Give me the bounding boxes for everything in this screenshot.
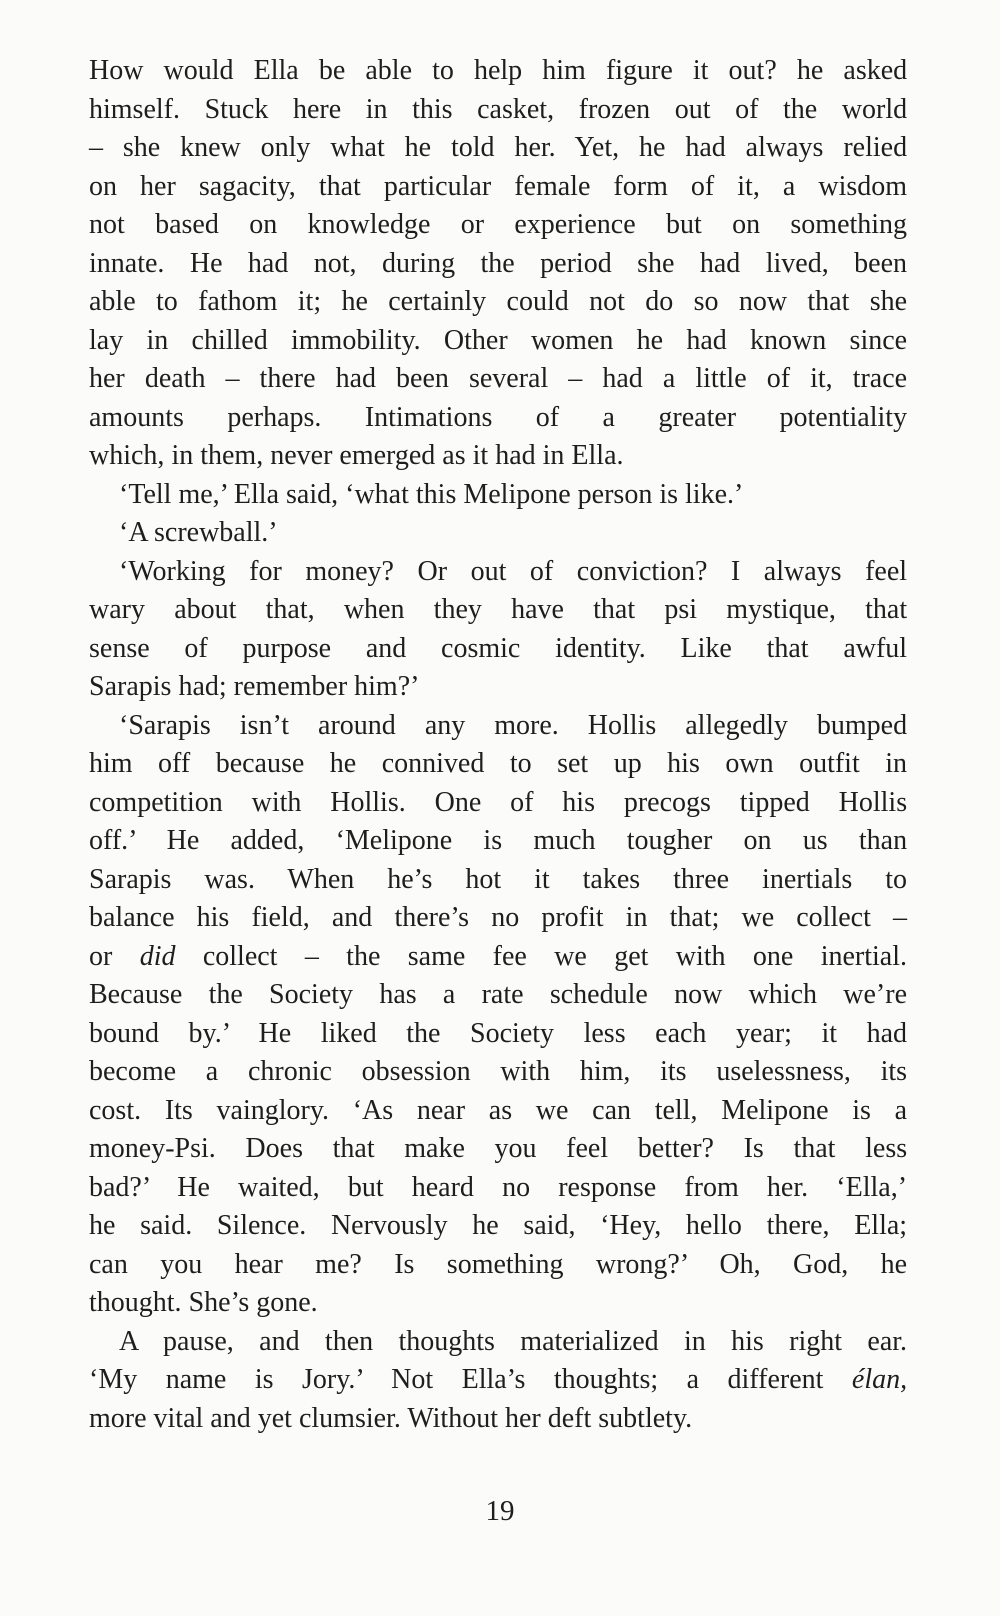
- text-line: ‘A screwball.’: [119, 517, 278, 548]
- paragraph: [89, 707, 907, 1323]
- text-line: Sarapis had; remember him?’: [89, 671, 420, 702]
- text-line: cost. Its vainglory. ‘As near as we can tell, Melipone is a: [89, 1094, 908, 1126]
- text-line: him off because he connived to set up his own outfit in: [89, 748, 907, 779]
- page-number: 19: [485, 1495, 515, 1527]
- text-line: her death – there had been several – had a little of it, trace: [89, 363, 908, 394]
- text-line: not based on knowledge or experience but on something: [89, 209, 908, 240]
- text-line: amounts perhaps. Intimations of a greater potentiality: [89, 401, 908, 433]
- body-text: [89, 52, 907, 1438]
- paragraph: [89, 476, 907, 515]
- text-line: himself. Stuck here in this casket, frozen out of the world: [89, 93, 908, 125]
- text-line: bad?’ He waited, but heard no response from her. ‘Ella,’: [89, 1171, 908, 1203]
- text-line: on her sagacity, that particular female form of it, a wisdom: [89, 170, 908, 202]
- text-line: bound by.’ He liked the Society less each year; it had: [89, 1017, 908, 1049]
- text-line: able to fathom it; he certainly could not do so now that she: [89, 286, 908, 317]
- text-line: sense of purpose and cosmic identity. Like that awful: [89, 632, 908, 664]
- text-line: A pause, and then thoughts materialized in his right ear.: [119, 1325, 908, 1357]
- text-line: Because the Society has a rate schedule now which we’re: [89, 979, 908, 1010]
- paragraph: [89, 1323, 907, 1439]
- text-line: competition with Hollis. One of his precogs tipped Hollis: [89, 786, 908, 818]
- text-line: can you hear me? Is something wrong?’ Oh, God, he: [89, 1248, 908, 1280]
- text-line: innate. He had not, during the period she had lived, been: [89, 247, 907, 279]
- text-line: balance his field, and there’s no profit in that; we collect –: [89, 902, 907, 933]
- text-line: ‘Tell me,’ Ella said, ‘what this Melipone person is like.’: [119, 478, 744, 510]
- text-line: which, in them, never emerged as it had in Ella.: [89, 440, 624, 471]
- text-line: become a chronic obsession with him, its uselessness, its: [89, 1056, 908, 1087]
- text-line: thought. She’s gone.: [89, 1287, 318, 1318]
- paragraph: [89, 553, 907, 707]
- text-line: or did collect – the same fee we get with one inertial.: [89, 940, 908, 972]
- text-line: How would Ella be able to help him figure it out? he asked: [89, 55, 908, 86]
- text-line: more vital and yet clumsier. Without her deft subtlety.: [89, 1402, 693, 1434]
- text-line: lay in chilled immobility. Other women he had known since: [89, 324, 908, 356]
- text-line: money-Psi. Does that make you feel better? Is that less: [89, 1133, 908, 1164]
- text-line: off.’ He added, ‘Melipone is much tougher on us than: [89, 825, 908, 856]
- text-line: Sarapis was. When he’s hot it takes three inertials to: [89, 863, 907, 895]
- paragraph: [89, 514, 907, 553]
- text-line: wary about that, when they have that psi mystique, that: [89, 594, 908, 625]
- paragraph: [89, 52, 907, 476]
- text-line: he said. Silence. Nervously he said, ‘Hey, hello there, Ella;: [89, 1210, 908, 1241]
- text-line: ‘Sarapis isn’t around any more. Hollis allegedly bumped: [119, 709, 908, 741]
- text-line: ‘Working for money? Or out of conviction? I always feel: [119, 555, 908, 587]
- text-line: ‘My name is Jory.’ Not Ella’s thoughts; a different élan,: [89, 1364, 908, 1395]
- text-line: – she knew only what he told her. Yet, he had always relied: [89, 132, 908, 163]
